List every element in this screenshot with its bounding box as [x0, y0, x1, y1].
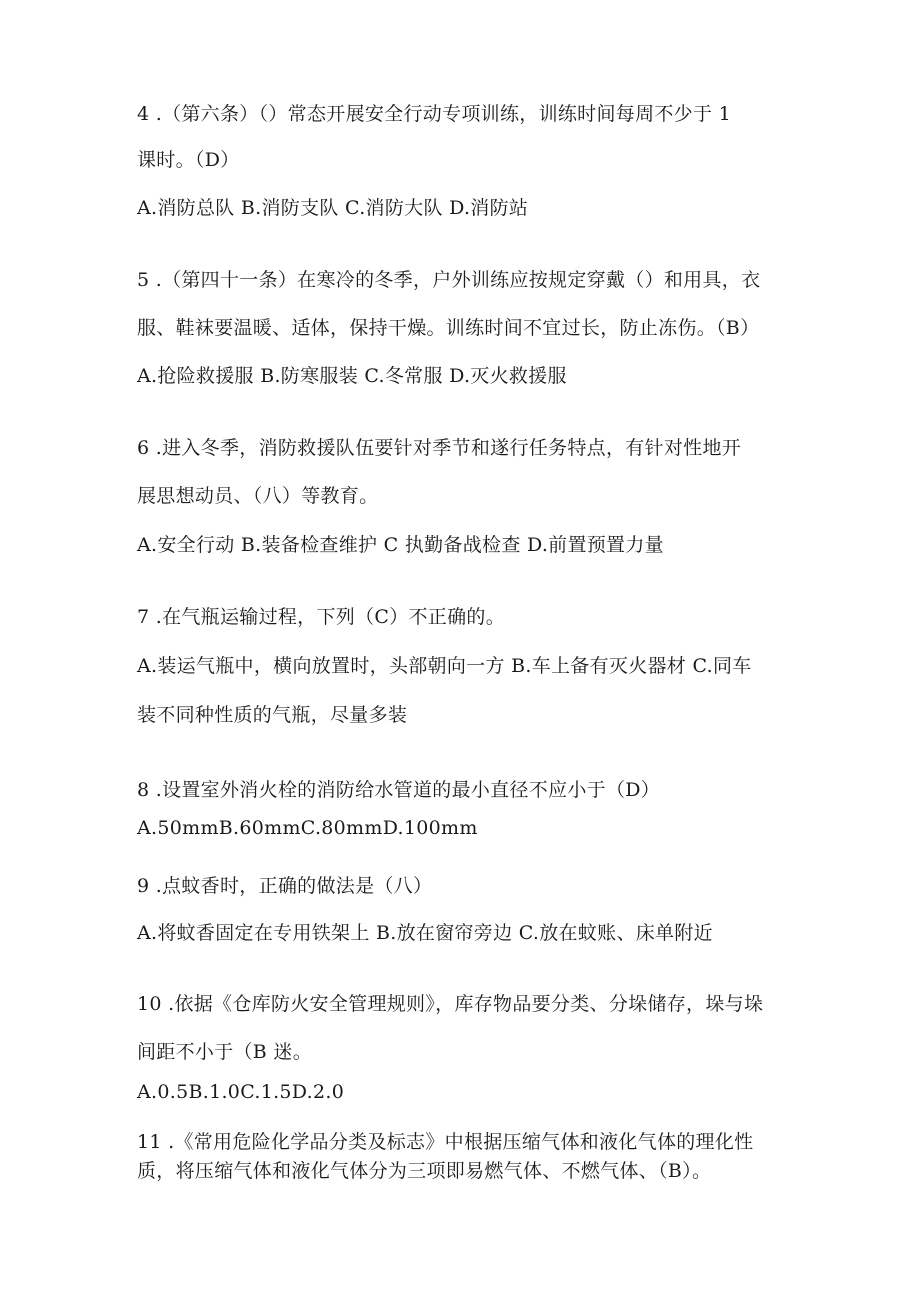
- question-6-line-2: 展思想动员、（八）等教育。: [137, 485, 379, 507]
- question-4-line-2: 课时。（D）: [137, 149, 240, 171]
- question-4-options: A.消防总队 B.消防支队 C.消防大队 D.消防站: [137, 197, 529, 219]
- question-7-options-line-2: 装不同种性质的气瓶，尽量多装: [137, 704, 408, 726]
- question-9-options: A.将蚊香固定在专用铁架上 B.放在窗帘旁边 C.放在蚊账、床单附近: [137, 922, 713, 944]
- question-10-line-2: 间距不小于（B 迷。: [137, 1041, 313, 1063]
- question-11-line-2: 质，将压缩气体和液化气体分为三项即易燃气体、不燃气体、（B）。: [137, 1160, 712, 1182]
- question-10-line-1: 10 .依据《仓库防火安全管理规则》，库存物品要分类、分垛储存，垛与垛: [137, 993, 764, 1015]
- question-4-line-1: 4 .（第六条）（）常态开展安全行动专项训练，训练时间每周不少于 1: [137, 103, 731, 125]
- question-8-options: A.50mmB.60mmC.80mmD.100mm: [137, 817, 478, 839]
- question-7-options-line-1: A.装运气瓶中，横向放置时，头部朝向一方 B.车上备有灭火器材 C.同车: [137, 655, 752, 677]
- question-6-line-1: 6 .进入冬季，消防救援队伍要针对季节和遂行任务特点，有针对性地开: [137, 437, 742, 459]
- question-10-options: A.0.5B.1.0C.1.5D.2.0: [137, 1081, 345, 1103]
- question-7-line-1: 7 .在气瓶运输过程，下列（C）不正确的。: [137, 606, 506, 628]
- question-8-line-1: 8 .设置室外消火栓的消防给水管道的最小直径不应小于（D）: [137, 779, 661, 801]
- question-5-line-1: 5 .（第四十一条）在寒冷的冬季，户外训练应按规定穿戴（）和用具，衣: [137, 269, 761, 291]
- question-6-options: A.安全行动 B.装备检查维护 C 执勤备战检查 D.前置预置力量: [137, 534, 664, 556]
- question-9-line-1: 9 .点蚊香时，正确的做法是（八）: [137, 875, 433, 897]
- question-11-line-1: 11 .《常用危险化学品分类及标志》中根据压缩气体和液化气体的理化性: [137, 1131, 754, 1153]
- question-5-line-2: 服、鞋袜要温暖、适体，保持干燥。训练时间不宜过长，防止冻伤。（B）: [137, 317, 760, 339]
- question-5-options: A.抢险救援服 B.防寒服装 C.冬常服 D.灭火救援服: [137, 365, 567, 387]
